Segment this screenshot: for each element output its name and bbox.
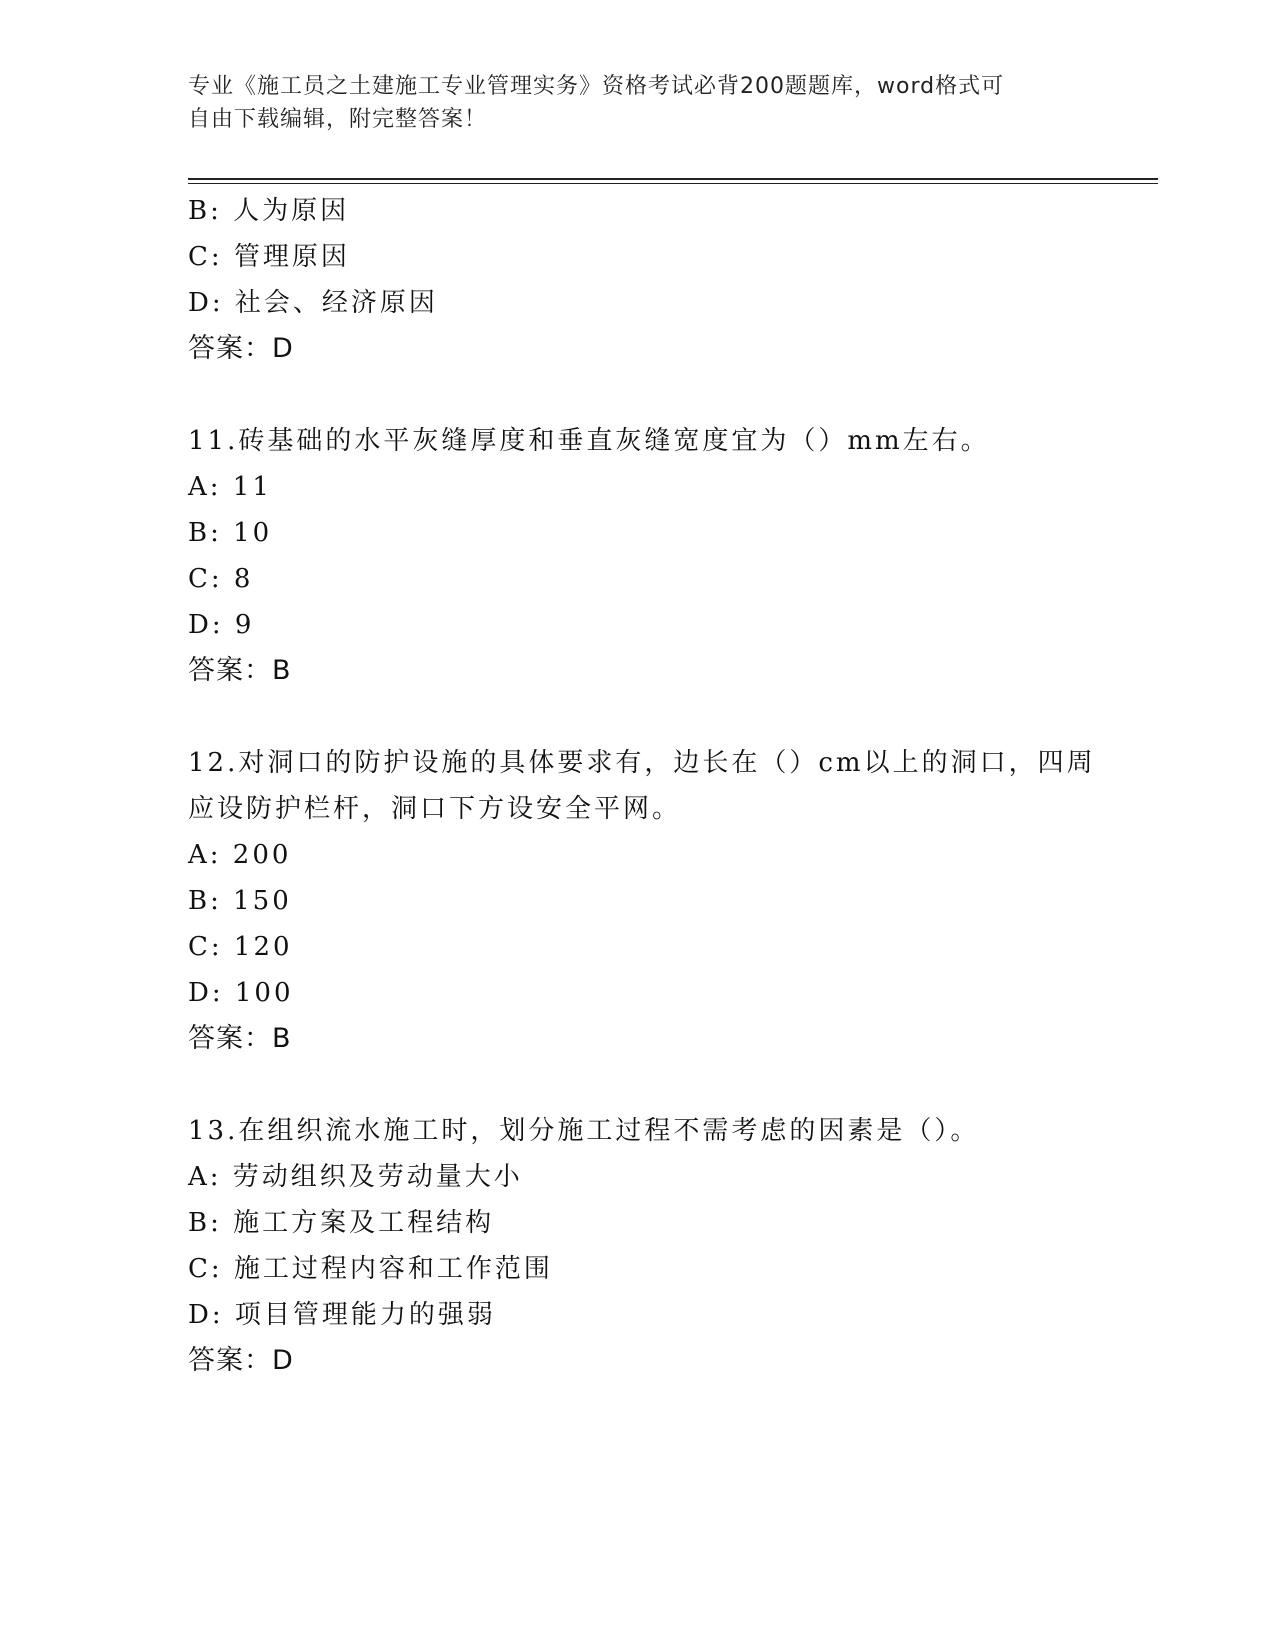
- option-c: C: 施工过程内容和工作范围: [188, 1254, 553, 1284]
- question-text-line-1: 12.对洞口的防护设施的具体要求有，边长在（）cm以上的洞口，四周: [188, 748, 1096, 778]
- option-d: D: 9: [188, 610, 255, 640]
- question-10-continuation: [188, 188, 1148, 372]
- question-12: [188, 740, 1148, 1062]
- question-text: 13.在组织流水施工时，划分施工过程不需考虑的因素是（）。: [188, 1116, 980, 1146]
- option-d: D: 100: [188, 978, 294, 1008]
- question-list: [188, 188, 1148, 1384]
- option-b: B: 人为原因: [188, 196, 350, 226]
- document-header: [188, 70, 1088, 136]
- question-text: 11.砖基础的水平灰缝厚度和垂直灰缝宽度宜为（）mm左右。: [188, 426, 990, 456]
- header-divider-thin: [188, 183, 1158, 184]
- option-c: C: 8: [188, 564, 254, 594]
- option-a: A: 11: [188, 472, 272, 502]
- answer-line: 答案：D: [188, 1345, 294, 1376]
- option-c: C: 120: [188, 932, 293, 962]
- answer-line: 答案：B: [188, 655, 292, 686]
- question-text-line-2: 应设防护栏杆，洞口下方设安全平网。: [188, 794, 682, 824]
- option-a: A: 200: [188, 840, 292, 870]
- option-d: D: 社会、经济原因: [188, 288, 438, 318]
- answer-line: 答案：D: [188, 333, 294, 364]
- option-d: D: 项目管理能力的强弱: [188, 1300, 496, 1330]
- answer-line: 答案：B: [188, 1023, 292, 1054]
- question-13: [188, 1108, 1148, 1384]
- question-11: [188, 418, 1148, 694]
- option-c: C: 管理原因: [188, 242, 350, 272]
- option-a: A: 劳动组织及劳动量大小: [188, 1162, 523, 1192]
- header-title-line-2: 自由下载编辑，附完整答案！: [188, 107, 488, 132]
- option-b: B: 10: [188, 518, 273, 548]
- header-title-line-1: 专业《施工员之土建施工专业管理实务》资格考试必背200题题库，word格式可: [188, 74, 1005, 99]
- option-b: B: 150: [188, 886, 292, 916]
- option-b: B: 施工方案及工程结构: [188, 1208, 495, 1238]
- header-divider-thick: [188, 178, 1158, 180]
